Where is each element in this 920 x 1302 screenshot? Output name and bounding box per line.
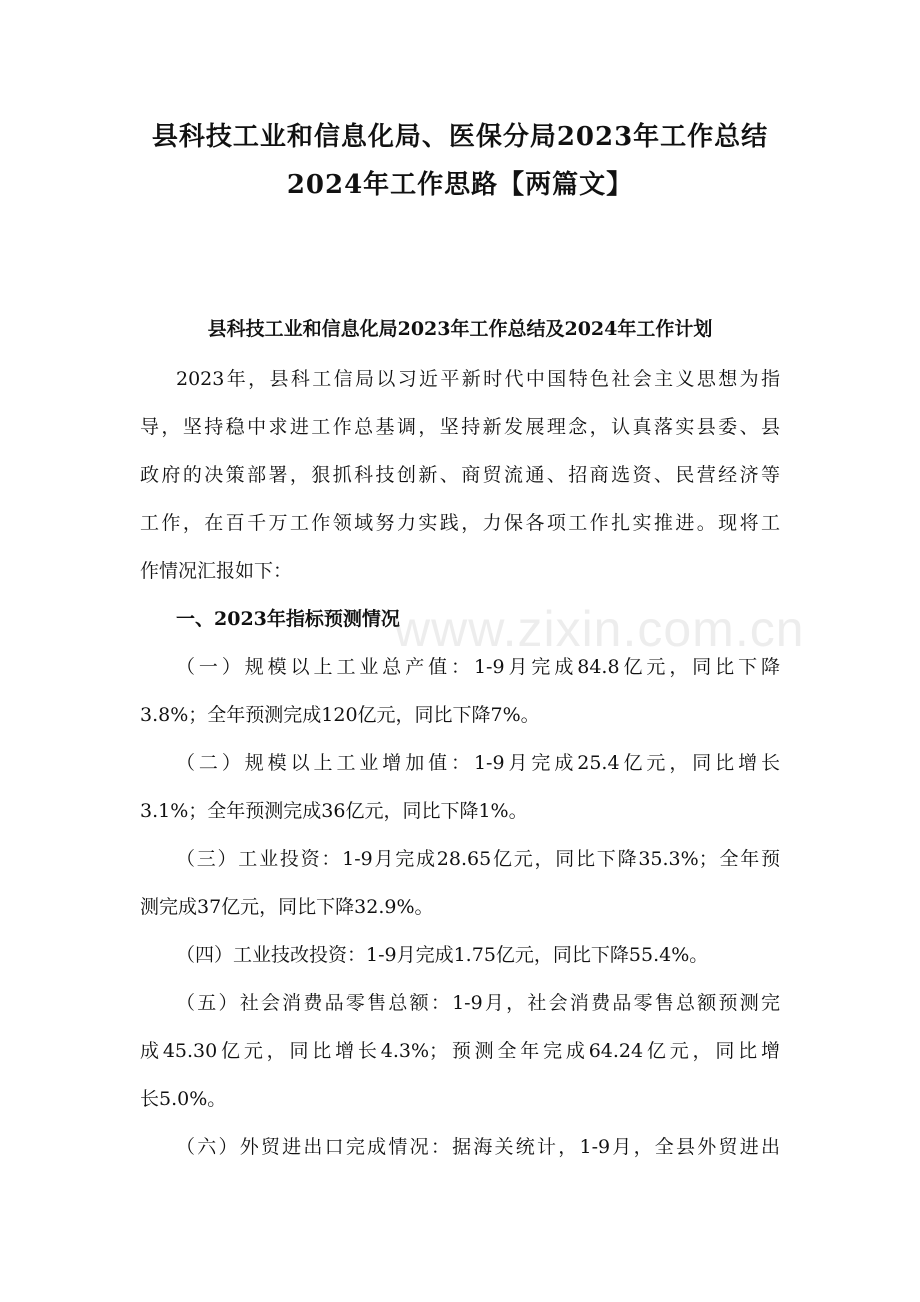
watermark: www.zixin.com.cn (394, 601, 805, 657)
list-item-line: 成45.30亿元，同比增长4.3%；预测全年完成64.24亿元，同比增 (140, 1040, 780, 1062)
list-item-line: 测完成37亿元，同比下降32.9%。 (140, 896, 434, 918)
paragraph-line: 政府的决策部署，狠抓科技创新、商贸流通、招商选资、民营经济等 (140, 464, 780, 486)
list-item-line: （三）工业投资：1-9月完成28.65亿元，同比下降35.3%；全年预 (176, 848, 780, 870)
paragraph-line: 2023年，县科工信局以习近平新时代中国特色社会主义思想为指 (176, 368, 780, 390)
document-title-line-1: 县科技工业和信息化局、医保分局2023年工作总结 (151, 122, 769, 152)
list-item-line: （五）社会消费品零售总额：1-9月，社会消费品零售总额预测完 (176, 992, 780, 1014)
subsection-heading: 一、2023年指标预测情况 (176, 608, 400, 630)
section-heading: 县科技工业和信息化局2023年工作总结及2024年工作计划 (207, 318, 713, 340)
list-item-line: 长5.0%。 (140, 1088, 227, 1110)
paragraph-line: 导，坚持稳中求进工作总基调，坚持新发展理念，认真落实县委、县 (140, 416, 780, 438)
paragraph-line: 作情况汇报如下： (140, 560, 293, 582)
list-item-line: 3.1%；全年预测完成36亿元，同比下降1%。 (140, 800, 528, 822)
list-item-line: （二）规模以上工业增加值：1-9月完成25.4亿元，同比增长 (176, 752, 780, 774)
list-item-line: 3.8%；全年预测完成120亿元，同比下降7%。 (140, 704, 540, 726)
list-item-line: （一）规模以上工业总产值：1-9月完成84.8亿元，同比下降 (176, 656, 780, 678)
paragraph-line: 工作，在百千万工作领域努力实践，力保各项工作扎实推进。现将工 (140, 512, 780, 534)
list-item-line: （六）外贸进出口完成情况：据海关统计，1-9月，全县外贸进出 (176, 1136, 780, 1158)
list-item-line: （四）工业技改投资：1-9月完成1.75亿元，同比下降55.4%。 (176, 944, 709, 966)
document-title-line-2: 2024年工作思路【两篇文】 (286, 170, 634, 200)
